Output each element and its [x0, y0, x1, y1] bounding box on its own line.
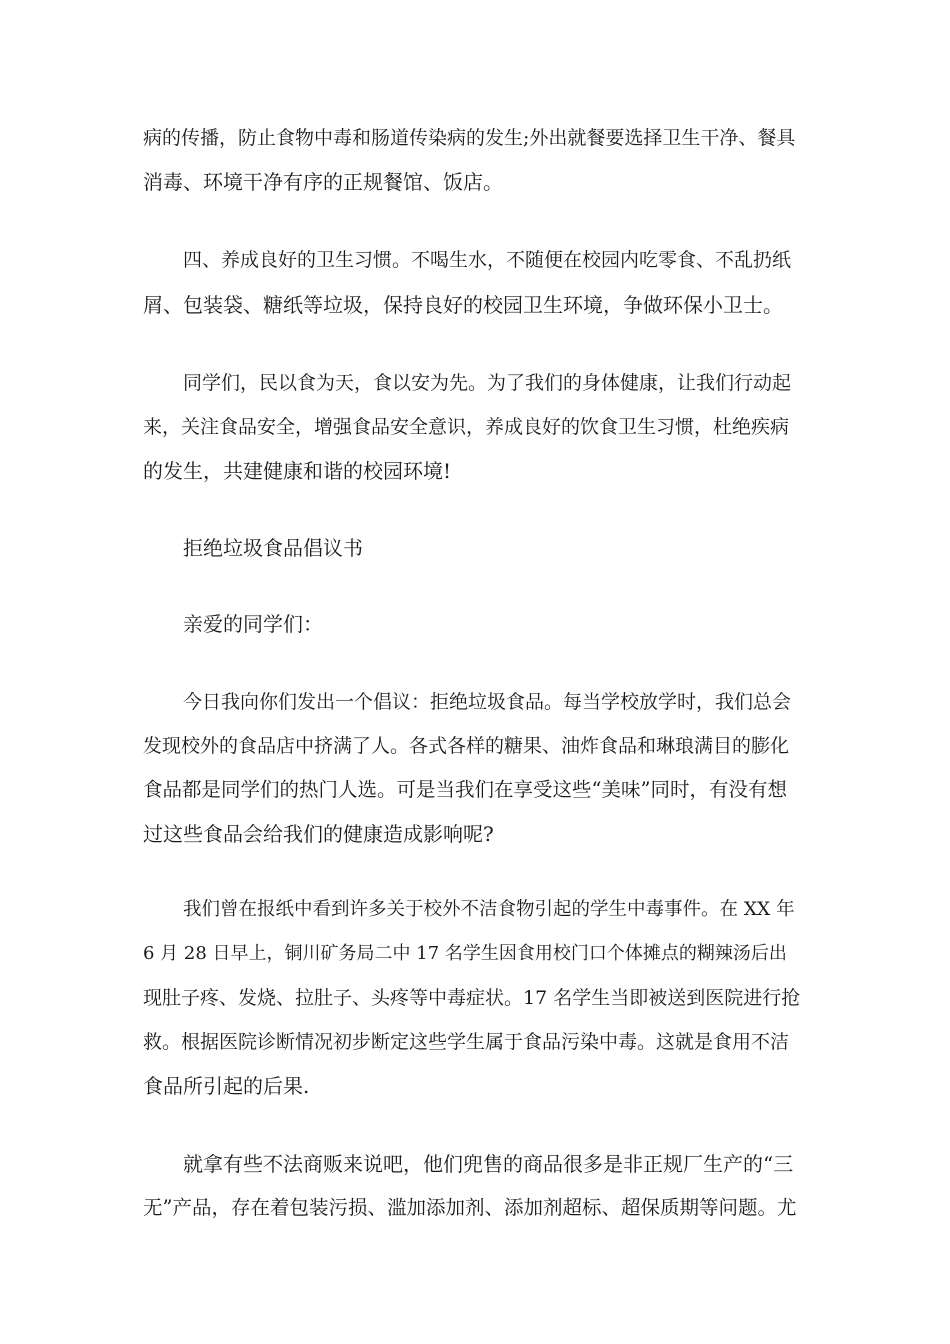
paragraph-8-line-2: 无”产品，存在着包装污损、滥加添加剂、添加剂超标、超保质期等问题。尤 — [143, 1196, 797, 1219]
paragraph-2-line-1: 四、养成良好的卫生习惯。不喝生水，不随便在校园内吃零食、不乱扔纸 — [183, 249, 792, 271]
document-title: 拒绝垃圾食品倡议书 — [183, 536, 363, 560]
paragraph-7-line-3: 现肚子疼、发烧、拉肚子、头疼等中毒症状。17 名学生当即被送到医院进行抢 — [143, 987, 801, 1009]
paragraph-6-line-2: 发现校外的食品店中挤满了人。各式各样的糖果、油炸食品和琳琅满目的膨化 — [143, 735, 790, 757]
paragraph-1-line-2: 消毒、环境干净有序的正规餐馆、饭店。 — [143, 170, 503, 194]
paragraph-3-line-2: 来，关注食品安全，增强食品安全意识，养成良好的饮食卫生习惯，杜绝疾病 — [143, 416, 790, 438]
paragraph-3-line-3: 的发生，共建健康和谐的校园环境! — [143, 459, 452, 483]
paragraph-1-line-1: 病的传播，防止食物中毒和肠道传染病的发生;外出就餐要选择卫生干净、餐具 — [143, 127, 796, 149]
paragraph-7-line-4: 救。根据医院诊断情况初步断定这些学生属于食品污染中毒。这就是食用不洁 — [143, 1031, 790, 1053]
salutation: 亲爱的同学们： — [183, 612, 323, 636]
paragraph-8-line-1: 就拿有些不法商贩来说吧，他们兜售的商品很多是非正规厂生产的“三 — [183, 1152, 794, 1176]
paragraph-2-line-2: 屑、包装袋、糖纸等垃圾，保持良好的校园卫生环境，争做环保小卫士。 — [143, 293, 783, 317]
paragraph-6-line-1: 今日我向你们发出一个倡议：拒绝垃圾食品。每当学校放学时，我们总会 — [183, 691, 792, 713]
paragraph-6-line-3: 食品都是同学们的热门人选。可是当我们在享受这些“美味”同时，有没有想 — [143, 778, 787, 801]
paragraph-7-line-5: 食品所引起的后果. — [143, 1074, 310, 1098]
paragraph-7-line-1: 我们曾在报纸中看到许多关于校外不洁食物引起的学生中毒事件。在 XX 年 — [183, 899, 795, 920]
paragraph-7-line-2: 6 月 28 日早上，铜川矿务局二中 17 名学生因食用校门口个体摊点的糊辣汤后出 — [143, 943, 787, 964]
paragraph-6-line-4: 过这些食品会给我们的健康造成影响呢? — [143, 822, 494, 846]
paragraph-3-line-1: 同学们，民以食为天，食以安为先。为了我们的身体健康，让我们行动起 — [183, 372, 792, 394]
